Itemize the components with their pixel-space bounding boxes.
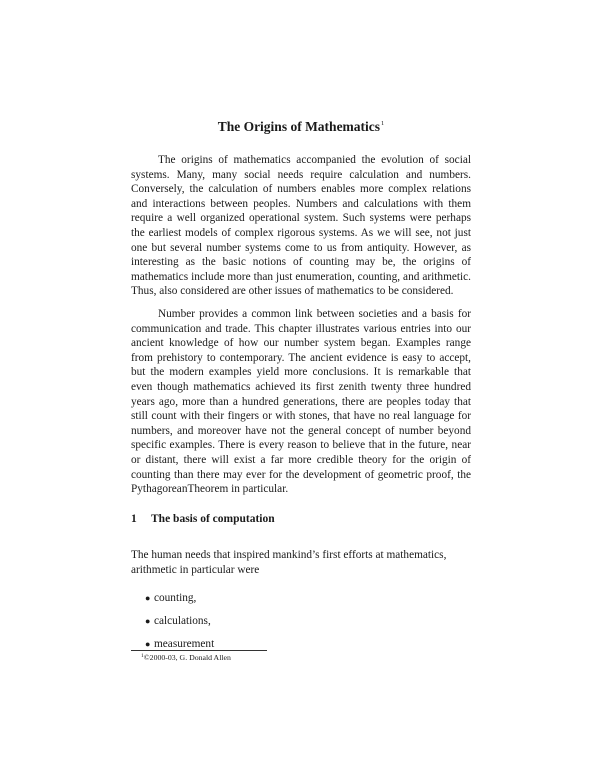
bullet-icon: ●	[145, 616, 151, 626]
footnote	[141, 653, 231, 662]
footnote-divider	[131, 650, 267, 651]
section-number: 1	[131, 513, 137, 525]
footnote-mark: 1	[141, 653, 144, 659]
intro-paragraph-1: The origins of mathematics accompanied the evolution of social systems. Many, many social needs require calculation and numbers. Conversely, the calculation of numbers enables more complex relations and interactions between peoples. Numbers and calculations with them require a well organized operational system. Such systems were perhaps the earliest models of complex rigorous systems. As we will see, not just one but several number systems come to us from antiquity. However, as interesting as the basic notions of counting may be, the origins of mathematics include more than just enumeration, counting, and arithmetic. Thus, also considered are other issues of mathematics to be considered.	[131, 154, 471, 298]
section-title: The basis of computation	[151, 513, 275, 525]
list-item-text: measurement	[154, 638, 215, 650]
title-text: The Origins of Mathematics	[217, 119, 381, 134]
bullet-icon: ●	[145, 639, 151, 649]
list-item	[145, 614, 214, 637]
list-item	[145, 591, 214, 614]
list-item-text: calculations,	[154, 615, 211, 627]
footnote-text: ©2000-03, G. Donald Allen	[143, 653, 231, 662]
list-item-text: counting,	[154, 592, 197, 604]
section-heading	[131, 513, 275, 525]
bullet-icon: ●	[145, 593, 151, 603]
document-title	[131, 119, 471, 135]
section-paragraph: The human needs that inspired mankind’s first efforts at mathematics, arithmetic in particular were	[131, 549, 447, 576]
intro-paragraph-2: Number provides a common link between societies and a basis for communication and trade. This chapter illustrates various entries into our ancient knowledge of how our number system began. Examples range from prehistory to contemporary. The ancient evidence is easy to accept, but the modern examples yield more conclusions. It is remarkable that even though mathematics achieved its first zenith twenty three hundred years ago, more than a hundred generations, there are peoples today that still count with their fingers or with stones, that have no real language for numbers, and moreover have not the general concept of number beyond specific examples. There is every reason to believe that in the future, near or distant, there will exist a far more credible theory for the origin of counting than there may ever for the development of geometric proof, the PythagoreanTheorem in particular.	[131, 308, 471, 496]
title-footnote-mark: 1	[381, 120, 385, 127]
